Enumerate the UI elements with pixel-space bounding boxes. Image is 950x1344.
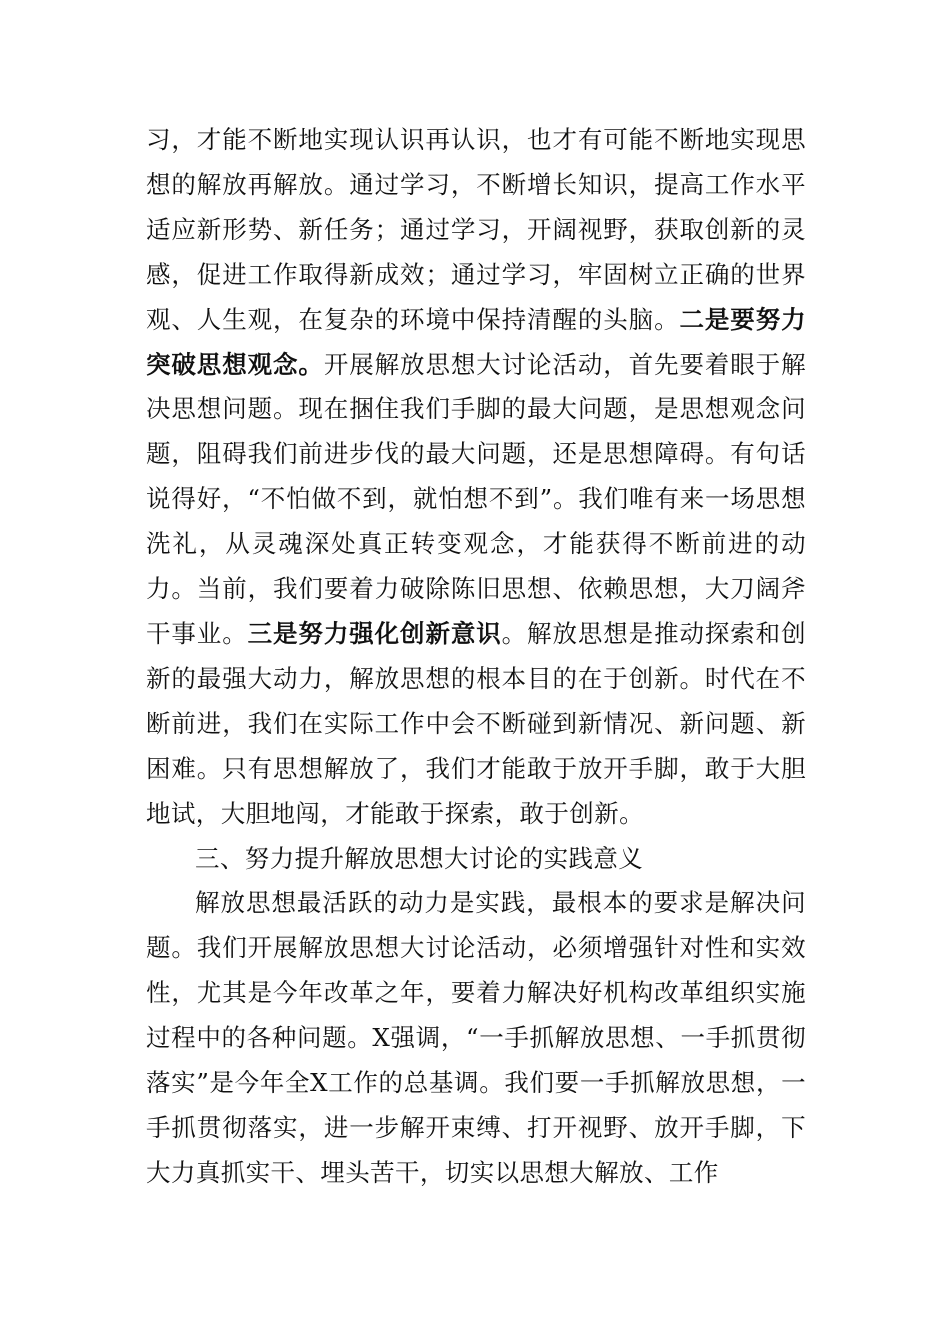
body-paragraph-practice: 解放思想最活跃的动力是实践，最根本的要求是解决问题。我们开展解放思想大讨论活动，必须增强针对性和实效性，尤其是今年改革之年，要着力解决好机构改革组织实施过程中的各种问题。X强调，“一手抓解放思想、一手抓贯彻落实”是今年全X工作的总基调。我们要一手抓解放思想，一手抓贯彻落实，进一步解开束缚、打开视野、放开手脚，下大力真抓实干、埋头苦干，切实以思想大解放、工作 [146,888,806,1187]
paragraph-text: 习，才能不断地实现认识再认识，也才有可能不断地实现思想的解放再解放。通过学习，不断增长知识，提高工作水平适应新形势、新任务；通过学习，开阔视野，获取创新的灵感，促进工作取得新成效；通过学习，牢固树立正确的世界观、人生观，在复杂的环境中保持清醒的头脑。 [146,125,806,334]
body-paragraph-continued [146,118,806,837]
bold-point-three: 三是努力强化创新意识 [247,618,502,648]
document-body [146,118,806,1196]
bold-point-two: 二是要努力突破思想观念。 [146,304,806,379]
paragraph-text: 。解放思想是推动探索和创新的最强大动力，解放思想的根本目的在于创新。时代在不断前进，我们在实际工作中会不断碰到新情况、新问题、新困难。只有思想解放了，我们才能敢于放开手脚，敢于大胆地试，大胆地闯，才能敢于探索，敢于创新。 [146,618,806,828]
section-heading-three: 三、努力提升解放思想大讨论的实践意义 [195,843,644,873]
paragraph-text: 开展解放思想大讨论活动，首先要着眼于解决思想问题。现在捆住我们手脚的最大问题，是思想观念问题，阻碍我们前进步伐的最大问题，还是思想障碍。有句话说得好，“不怕做不到，就怕想不到”。我们唯有来一场思想洗礼，从灵魂深处真正转变观念，才能获得不断前进的动力。当前，我们要着力破除陈旧思想、依赖思想，大刀阔斧干事业。 [146,349,806,648]
